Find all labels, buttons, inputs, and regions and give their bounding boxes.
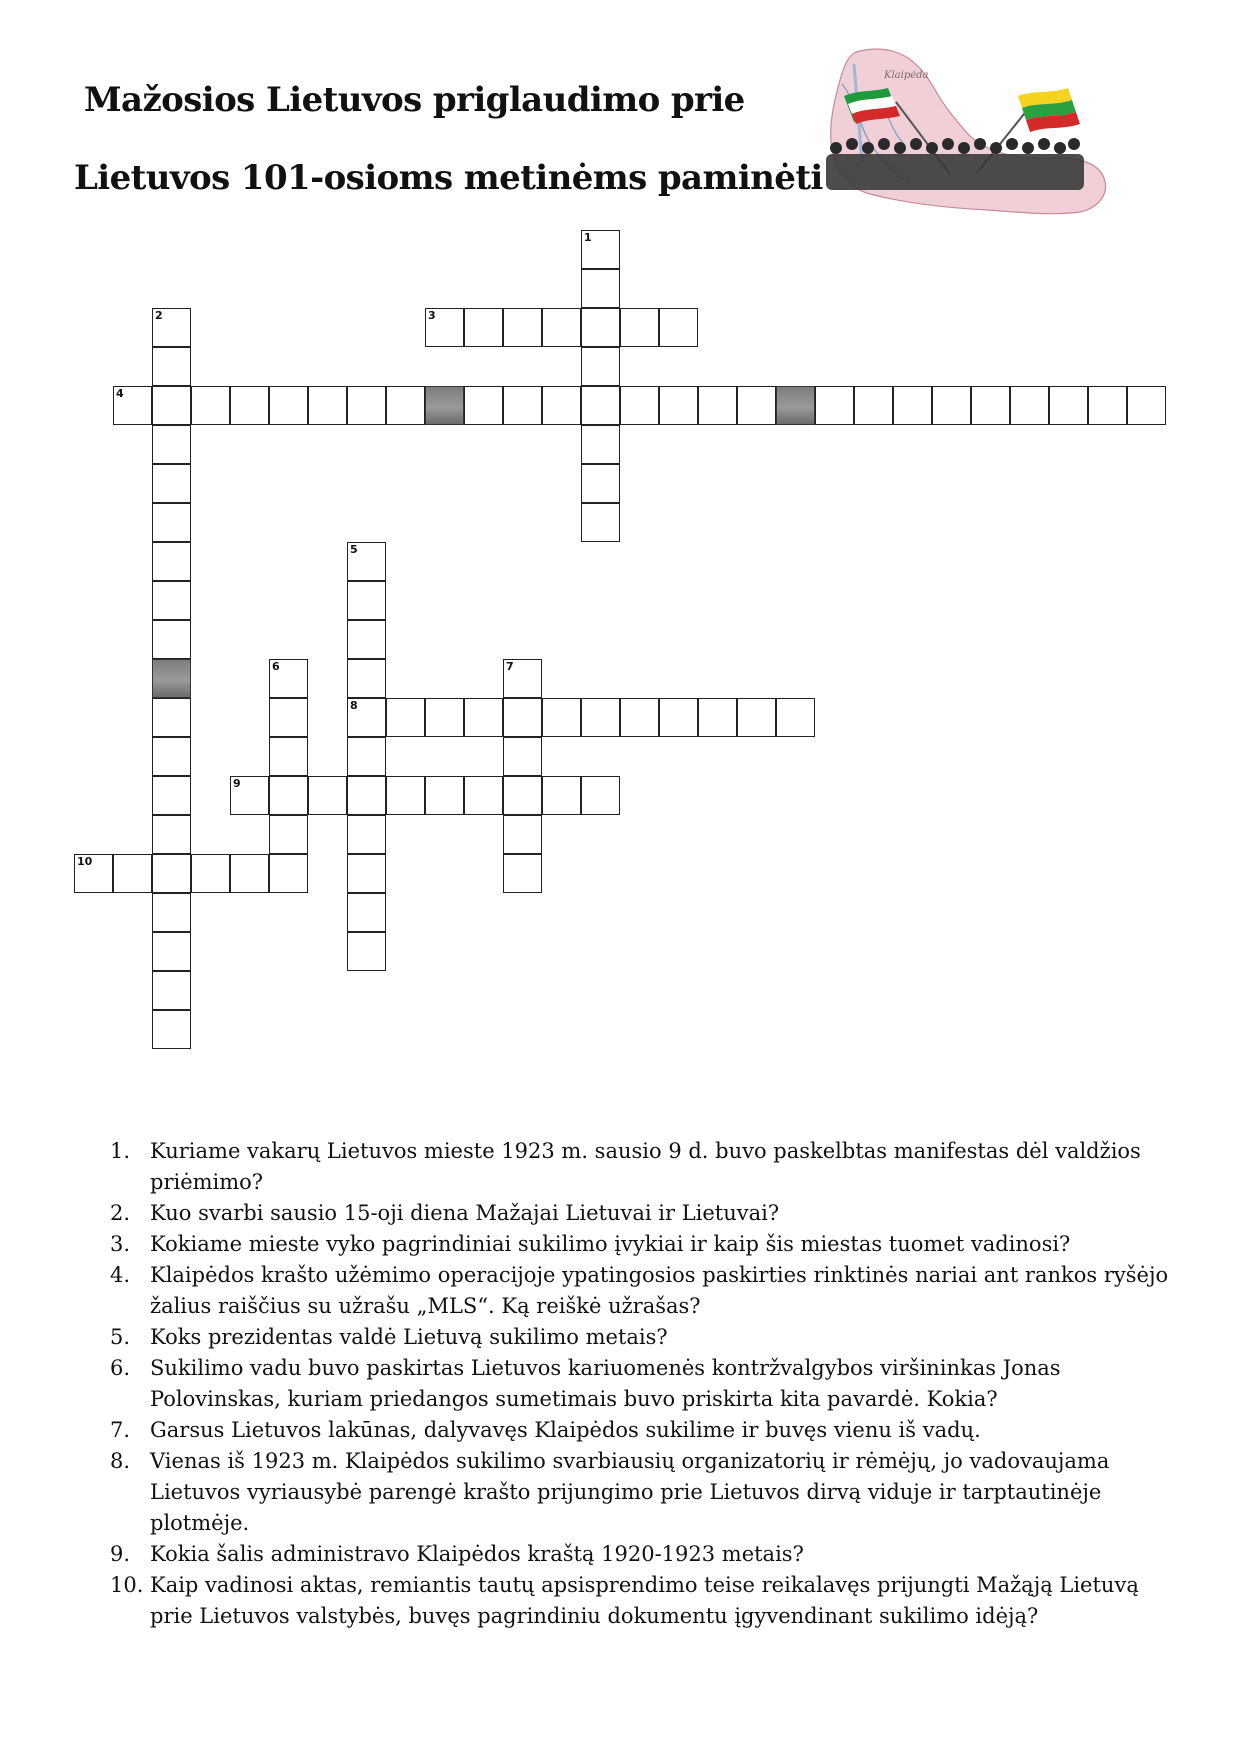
crossword-cell[interactable] bbox=[347, 776, 386, 815]
clue-list bbox=[110, 1136, 1170, 1632]
crossword-cell[interactable] bbox=[659, 308, 698, 347]
crossword-cell[interactable] bbox=[893, 386, 932, 425]
crossword-cell[interactable] bbox=[503, 698, 542, 737]
crossword-cell[interactable] bbox=[464, 386, 503, 425]
clue-item bbox=[110, 1229, 1170, 1260]
crossword-clue-number: 9 bbox=[233, 777, 241, 790]
crossword-cell[interactable] bbox=[581, 230, 620, 269]
crossword-cell[interactable] bbox=[191, 386, 230, 425]
crossword-clue-number: 1 bbox=[584, 231, 592, 244]
crossword-cell[interactable] bbox=[581, 386, 620, 425]
crossword-cell[interactable] bbox=[464, 698, 503, 737]
crossword-cell[interactable] bbox=[464, 776, 503, 815]
crossword-cell[interactable] bbox=[542, 308, 581, 347]
crossword-cell[interactable] bbox=[854, 386, 893, 425]
crossword-cell[interactable] bbox=[542, 698, 581, 737]
crossword-cell[interactable] bbox=[620, 386, 659, 425]
crossword-cell[interactable] bbox=[503, 308, 542, 347]
crossword-cell[interactable] bbox=[269, 659, 308, 698]
crossword-cell[interactable] bbox=[932, 386, 971, 425]
crossword-cell[interactable] bbox=[386, 386, 425, 425]
crossword-cell[interactable] bbox=[581, 425, 620, 464]
clue-item bbox=[110, 1415, 1170, 1446]
crossword-cell[interactable] bbox=[503, 854, 542, 893]
clue-text: Garsus Lietuvos lakūnas, dalyvavęs Klaipėdos sukilime ir buvęs vienu iš vadų. bbox=[150, 1418, 981, 1442]
crossword-cell[interactable] bbox=[1010, 386, 1049, 425]
crossword-cell[interactable] bbox=[581, 308, 620, 347]
crossword-cell[interactable] bbox=[152, 971, 191, 1010]
crossword-cell[interactable] bbox=[269, 776, 308, 815]
page-title-line-2: Lietuvos 101-osioms metinėms paminėti bbox=[74, 158, 823, 198]
crossword-clue-number: 7 bbox=[506, 660, 514, 673]
crossword-shaded-cell[interactable] bbox=[152, 659, 191, 698]
crossword-clue-number: 6 bbox=[272, 660, 280, 673]
crossword-cell[interactable] bbox=[347, 542, 386, 581]
crossword-cell[interactable] bbox=[230, 776, 269, 815]
crossword-cell[interactable] bbox=[1088, 386, 1127, 425]
crossword-cell[interactable] bbox=[581, 503, 620, 542]
clue-item bbox=[110, 1446, 1170, 1539]
crossword-cell[interactable] bbox=[425, 776, 464, 815]
crossword-cell[interactable] bbox=[347, 893, 386, 932]
crossword-cell[interactable] bbox=[347, 932, 386, 971]
crossword-cell[interactable] bbox=[776, 698, 815, 737]
crossword-cell[interactable] bbox=[971, 386, 1010, 425]
crossword-cell[interactable] bbox=[308, 776, 347, 815]
crossword-cell[interactable] bbox=[308, 386, 347, 425]
clue-number: 9. bbox=[110, 1542, 131, 1566]
crossword-cell[interactable] bbox=[503, 386, 542, 425]
crossword-cell[interactable] bbox=[464, 308, 503, 347]
crossword-cell[interactable] bbox=[269, 854, 308, 893]
clue-text: Kuo svarbi sausio 15-oji diena Mažajai Lietuvai ir Lietuvai? bbox=[150, 1201, 780, 1225]
clue-item bbox=[110, 1260, 1170, 1322]
clue-text: Vienas iš 1923 m. Klaipėdos sukilimo svarbiausių organizatorių ir rėmėjų, jo vadovaujama Lietuvos vyriausybė parengė krašto prijungimo prie Lietuvos dirvą viduje ir tarptautinėje plotmėje. bbox=[150, 1449, 1110, 1535]
crossword-cell[interactable] bbox=[620, 308, 659, 347]
crossword-cell[interactable] bbox=[542, 776, 581, 815]
crossword-cell[interactable] bbox=[1127, 386, 1166, 425]
crossword-cell[interactable] bbox=[269, 698, 308, 737]
crossword-cell[interactable] bbox=[581, 269, 620, 308]
clue-text: Kuriame vakarų Lietuvos mieste 1923 m. sausio 9 d. buvo paskelbtas manifestas dėl valdžios priėmimo? bbox=[150, 1139, 1141, 1194]
crossword-cell[interactable] bbox=[152, 854, 191, 893]
clue-number: 2. bbox=[110, 1201, 131, 1225]
crossword-cell[interactable] bbox=[113, 854, 152, 893]
crossword-cell[interactable] bbox=[230, 854, 269, 893]
crossword-cell[interactable] bbox=[347, 659, 386, 698]
crossword-cell[interactable] bbox=[152, 542, 191, 581]
page-title-line-1: Mažosios Lietuvos priglaudimo prie bbox=[84, 80, 745, 120]
crossword-cell[interactable] bbox=[347, 815, 386, 854]
map-city-label: Klaipėda bbox=[884, 70, 929, 81]
clue-item bbox=[110, 1322, 1170, 1353]
crossword-cell[interactable] bbox=[386, 698, 425, 737]
crossword-cell[interactable] bbox=[659, 386, 698, 425]
crossword-shaded-cell[interactable] bbox=[425, 386, 464, 425]
crossword-cell[interactable] bbox=[425, 698, 464, 737]
clue-item bbox=[110, 1539, 1170, 1570]
crossword-cell[interactable] bbox=[503, 737, 542, 776]
crossword-cell[interactable] bbox=[152, 581, 191, 620]
crossword-cell[interactable] bbox=[581, 464, 620, 503]
crossword-cell[interactable] bbox=[74, 854, 113, 893]
crossword-cell[interactable] bbox=[152, 308, 191, 347]
crossword-clue-number: 2 bbox=[155, 309, 163, 322]
clue-text: Klaipėdos krašto užėmimo operacijoje ypatingosios paskirties rinktinės nariai ant rankos ryšėjo žalius raiščius su užrašu „MLS“. Ką reiškė užrašas? bbox=[150, 1263, 1169, 1318]
crossword-cell[interactable] bbox=[737, 386, 776, 425]
clue-number: 1. bbox=[110, 1139, 131, 1163]
crossword-cell[interactable] bbox=[698, 386, 737, 425]
clue-number: 7. bbox=[110, 1418, 131, 1442]
crossword-cell[interactable] bbox=[503, 776, 542, 815]
crossword-cell[interactable] bbox=[152, 698, 191, 737]
crossword-cell[interactable] bbox=[152, 386, 191, 425]
crossword-cell[interactable] bbox=[581, 776, 620, 815]
crossword-clue-number: 8 bbox=[350, 699, 358, 712]
crossword-cell[interactable] bbox=[347, 737, 386, 776]
crossword-cell[interactable] bbox=[152, 932, 191, 971]
crossword-shaded-cell[interactable] bbox=[776, 386, 815, 425]
clue-text: Sukilimo vadu buvo paskirtas Lietuvos kariuomenės kontržvalgybos viršininkas Jonas Polovinskas, kuriam priedangos sumetimais buvo priskirta kita pavardė. Kokia? bbox=[150, 1356, 1061, 1411]
clue-item bbox=[110, 1136, 1170, 1198]
clue-number: 4. bbox=[110, 1263, 131, 1287]
clue-number: 10. bbox=[110, 1573, 144, 1597]
crossword-cell[interactable] bbox=[269, 386, 308, 425]
crossword-clue-number: 4 bbox=[116, 387, 124, 400]
crossword-clue-number: 10 bbox=[77, 855, 93, 868]
crossword-cell[interactable] bbox=[347, 854, 386, 893]
crossword-cell[interactable] bbox=[815, 386, 854, 425]
crossword-clue-number: 3 bbox=[428, 309, 436, 322]
crossword-cell[interactable] bbox=[152, 464, 191, 503]
clue-number: 5. bbox=[110, 1325, 131, 1349]
crossword-cell[interactable] bbox=[191, 854, 230, 893]
crossword-cell[interactable] bbox=[152, 737, 191, 776]
crossword-cell[interactable] bbox=[347, 620, 386, 659]
crossword-cell[interactable] bbox=[152, 620, 191, 659]
clue-text: Kokia šalis administravo Klaipėdos kraštą 1920-1923 metais? bbox=[150, 1542, 804, 1566]
crossword-cell[interactable] bbox=[581, 347, 620, 386]
crossword-cell[interactable] bbox=[347, 581, 386, 620]
crossword-cell[interactable] bbox=[152, 776, 191, 815]
clue-item bbox=[110, 1570, 1170, 1632]
crossword-cell[interactable] bbox=[152, 347, 191, 386]
crossword-clue-number: 5 bbox=[350, 543, 358, 556]
crossword-cell[interactable] bbox=[152, 893, 191, 932]
clue-text: Kaip vadinosi aktas, remiantis tautų apsisprendimo teise reikalavęs prijungti Mažąją Lietuvą prie Lietuvos valstybės, buvęs pagrindiniu dokumentu įgyvendinant sukilimo idėją? bbox=[150, 1573, 1139, 1628]
crossword-cell[interactable] bbox=[542, 386, 581, 425]
crossword-cell[interactable] bbox=[737, 698, 776, 737]
crossword-cell[interactable] bbox=[152, 815, 191, 854]
crossword-cell[interactable] bbox=[113, 386, 152, 425]
crossword-cell[interactable] bbox=[620, 698, 659, 737]
clue-text: Kokiame mieste vyko pagrindiniai sukilimo įvykiai ir kaip šis miestas tuomet vadinosi? bbox=[150, 1232, 1071, 1256]
crossword-cell[interactable] bbox=[269, 815, 308, 854]
crossword-cell[interactable] bbox=[425, 308, 464, 347]
crossword-cell[interactable] bbox=[503, 815, 542, 854]
clue-text: Koks prezidentas valdė Lietuvą sukilimo metais? bbox=[150, 1325, 668, 1349]
clue-item bbox=[110, 1353, 1170, 1415]
crossword-cell[interactable] bbox=[230, 386, 269, 425]
crossword-cell[interactable] bbox=[152, 503, 191, 542]
crossword-cell[interactable] bbox=[347, 698, 386, 737]
crossword-cell[interactable] bbox=[503, 659, 542, 698]
clue-number: 3. bbox=[110, 1232, 131, 1256]
crossword-cell[interactable] bbox=[581, 698, 620, 737]
crossword-cell[interactable] bbox=[269, 737, 308, 776]
clue-item bbox=[110, 1198, 1170, 1229]
crossword-cell[interactable] bbox=[152, 1010, 191, 1049]
crossword-cell[interactable] bbox=[698, 698, 737, 737]
crossword-cell[interactable] bbox=[386, 776, 425, 815]
crossword-cell[interactable] bbox=[1049, 386, 1088, 425]
crossword-cell[interactable] bbox=[347, 386, 386, 425]
clue-number: 6. bbox=[110, 1356, 131, 1380]
crossword-cell[interactable] bbox=[659, 698, 698, 737]
clue-number: 8. bbox=[110, 1449, 131, 1473]
crossword-cell[interactable] bbox=[152, 425, 191, 464]
